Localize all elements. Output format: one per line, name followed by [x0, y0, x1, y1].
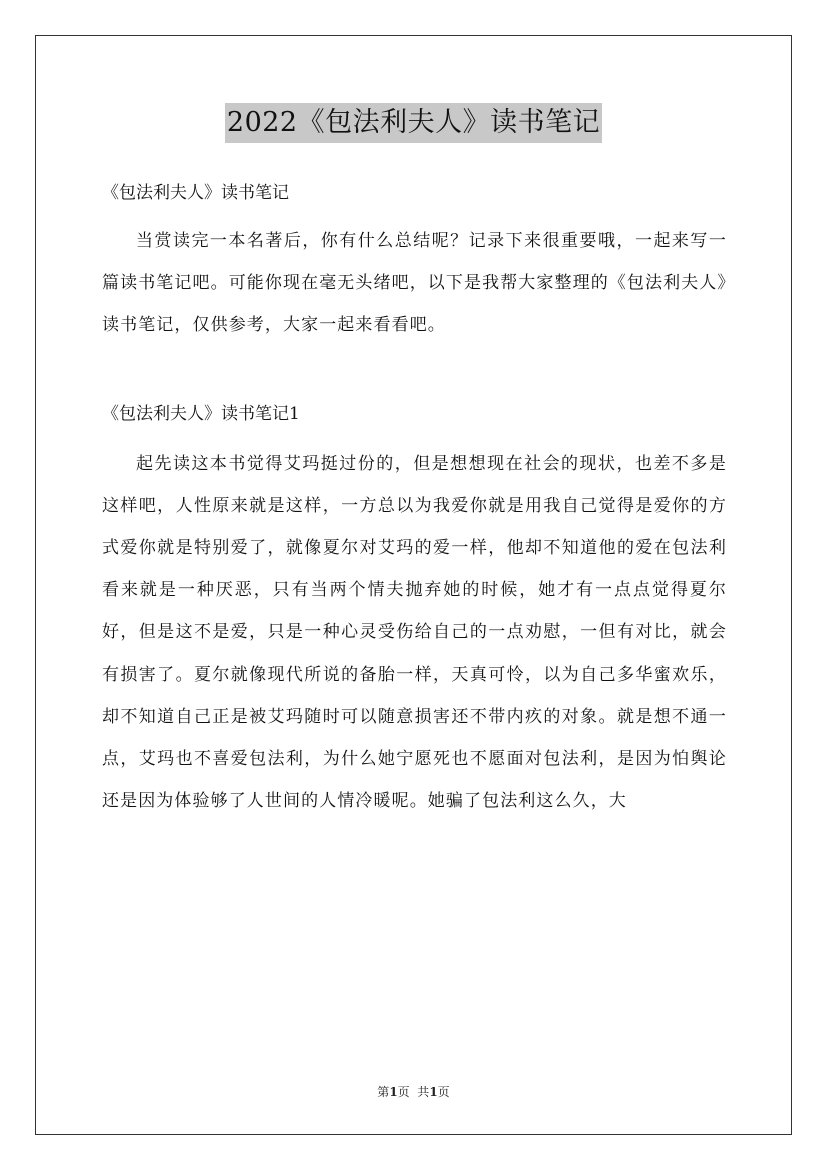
title-container	[0, 103, 827, 143]
document-title: 2022《包法利夫人》读书笔记	[225, 103, 602, 143]
footer-page-mid: 页 共	[397, 1085, 430, 1099]
footer-page-total: 1	[429, 1085, 438, 1099]
section-heading: 《包法利夫人》读书笔记1	[102, 403, 300, 424]
intro-paragraph: 当赏读完一本名著后，你有什么总结呢？记录下来很重要哦，一起来写一篇读书笔记吧。可能你现在毫无头绪吧，以下是我帮大家整理的《包法利夫人》读书笔记，仅供参考，大家一起来看看吧。	[102, 231, 727, 336]
page-footer	[0, 1083, 827, 1100]
footer-page-suffix: 页	[437, 1085, 450, 1099]
document-body	[102, 178, 727, 822]
section-paragraph: 起先读这本书觉得艾玛挺过份的，但是想想现在社会的现状，也差不多是这样吧，人性原来就是这样，一方总以为我爱你就是用我自己觉得是爱你的方式爱你就是特别爱了，就像夏尔对艾玛的爱一样，他却不知道他的爱在包法利看来就是一种厌恶，只有当两个情夫抛弃她的时候，她才有一点点觉得夏尔好，但是这不是爱，只是一种心灵受伤给自己的一点劝慰，一但有对比，就会有损害了。夏尔就像现代所说的备胎一样，天真可怜，以为自己多华蜜欢乐，却不知道自己正是被艾玛随时可以随意损害还不带内疚的对象。就是想不通一点，艾玛也不喜爱包法利，为什么她宁愿死也不愿面对包法利，是因为怕舆论还是因为体验够了人世间的人情冷暖呢。她骗了包法利这么久，大	[102, 453, 727, 812]
footer-page-current: 1	[389, 1085, 398, 1099]
footer-page-prefix: 第	[377, 1085, 390, 1099]
intro-heading: 《包法利夫人》读书笔记	[102, 183, 289, 203]
